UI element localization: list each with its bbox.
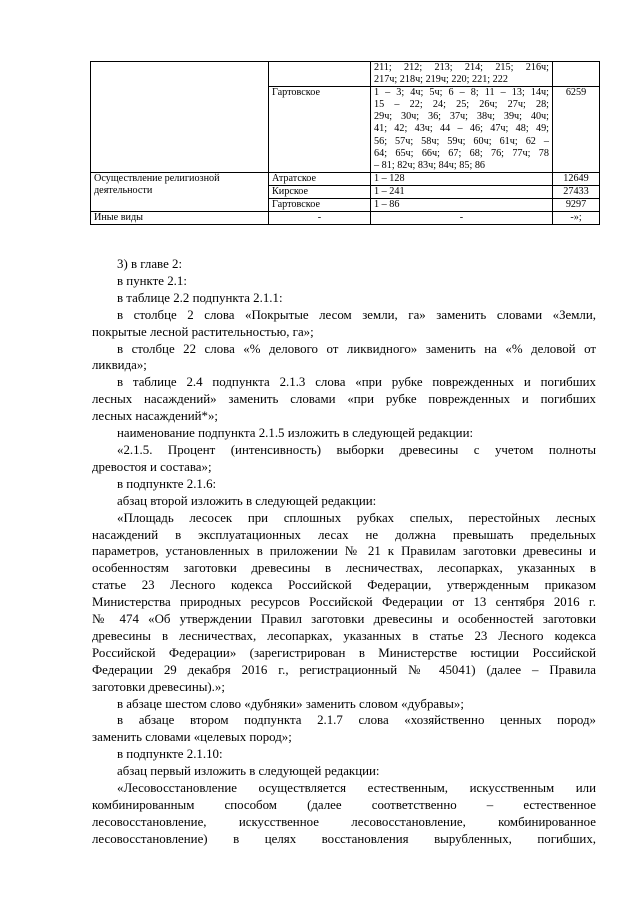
paragraph-line: «2.1.5. Процент (интенсивность) выборки древесины с учетом полноты	[117, 442, 596, 457]
cell-line: 211; 212; 213; 214; 215; 216ч;	[374, 62, 549, 73]
paragraph-line: в пункте 2.1:	[117, 273, 187, 288]
table-cell-forestry: Гартовское	[269, 199, 371, 212]
cell-line: 217ч; 218ч; 219ч; 220; 221; 222	[374, 74, 508, 86]
table-cell-use-type	[91, 172, 269, 211]
cell-line: 15 – 22; 24; 25; 26ч; 27ч; 28;	[374, 99, 549, 111]
paragraph-line: № 474 «Об утверждении Правил заготовки древесины и особенностей заготовки	[92, 612, 596, 627]
paragraph-line: древостоя и состава»;	[92, 459, 212, 474]
cell-line: Осуществление религиозной	[94, 172, 220, 184]
table-cell-area: 9297	[553, 199, 600, 212]
table-row	[91, 87, 600, 173]
cell-line: 64; 65ч; 66ч; 67; 68; 76; 77ч; 78	[374, 147, 549, 159]
document-body	[92, 256, 596, 848]
paragraph-line: в столбце 22 слова «% делового от ликвидного» заменить на «% деловой от	[117, 341, 596, 356]
paragraph-line: заменить словами «целевых пород»;	[92, 730, 292, 745]
paragraph-line: параметров, установленных в приложении № 21 к Правилам заготовки древесины и	[92, 544, 596, 559]
table-cell-area: 12649	[553, 172, 600, 185]
paragraph-line: «Площадь лесосек при сплошных рубках спелых, перестойных лесных	[117, 510, 596, 525]
table-row	[91, 62, 600, 87]
paragraph-line: статье 23 Лесного кодекса Российской Федерации, утвержденным приказом	[92, 578, 596, 593]
paragraph-line: абзац второй изложить в следующей редакции:	[117, 493, 377, 508]
paragraph-line: покрытые лесной растительностью, га»;	[92, 324, 314, 339]
paragraph-line: наименование подпункта 2.1.5 изложить в следующей редакции:	[117, 426, 474, 441]
table-row	[91, 172, 600, 185]
paragraph-line: в таблице 2.2 подпункта 2.1.1:	[117, 290, 283, 305]
table-cell-quarters: 1 – 128	[371, 172, 553, 185]
table-cell-area: 6259	[553, 87, 600, 173]
table-cell-forestry: -	[269, 212, 371, 225]
paragraph-line: абзац первый изложить в следующей редакции:	[117, 764, 380, 779]
paragraph-line: ликвида»;	[92, 358, 147, 373]
paragraph-line: заготовки древесины).»;	[92, 679, 225, 694]
paragraph-line: древесины в лесничествах, лесопарках, указанных в статье 23 Лесного кодекса	[92, 628, 596, 643]
forest-use-table	[90, 61, 600, 225]
paragraph-line: в подпункте 2.1.6:	[117, 476, 217, 491]
paragraph-line: «Лесовосстановление осуществляется естественным, искусственным или	[117, 781, 596, 796]
paragraph-line: в подпункте 2.1.10:	[117, 747, 223, 762]
table-cell-use-type: Иные виды	[91, 212, 269, 225]
table-cell-area: -»;	[553, 212, 600, 225]
cell-line: 29ч; 30ч; 36; 37ч; 38ч; 39ч; 40ч;	[374, 111, 549, 123]
table-cell-area: 27433	[553, 185, 600, 198]
paragraph-line: насаждений в эксплуатационных лесах не должна превышать предельных	[92, 527, 596, 542]
paragraph-line: Министерства природных ресурсов Российской Федерации от 13 сентября 2016 г.	[92, 595, 596, 610]
paragraph-line: Федерации 29 декабря 2016 г., регистрационный № 45041) (далее – Правила	[92, 662, 596, 677]
table-cell-quarters	[371, 62, 553, 87]
paragraph-line: в абзаце втором подпункта 2.1.7 слова «хозяйственно ценных пород»	[117, 713, 596, 728]
table-cell	[91, 87, 269, 173]
table-cell-quarters: -	[371, 212, 553, 225]
paragraph-line: лесных насаждений» заменить словами «при рубке поврежденных и погибших	[92, 392, 596, 407]
table-row	[91, 212, 600, 225]
paragraph-line: в таблице 2.4 подпункта 2.1.3 слова «при рубке поврежденных и погибших	[117, 375, 596, 390]
cell-line: – 81; 82ч; 83ч; 84ч; 85; 86	[374, 159, 486, 171]
cell-line: 56; 57ч; 58ч; 59ч; 60ч; 61ч; 62 –	[374, 135, 549, 147]
paragraph-line: лесных насаждений*»;	[92, 409, 218, 424]
table-cell-forestry: Кирское	[269, 185, 371, 198]
paragraph-line: комбинированным способом (далее соответственно – естественное	[92, 798, 596, 812]
table-cell-quarters: 1 – 241	[371, 185, 553, 198]
table-cell-quarters	[371, 87, 553, 173]
cell-line: 41; 42; 43ч; 44 – 46; 47ч; 48; 49;	[374, 123, 549, 135]
paragraph-line: Российской Федерации» (зарегистрирован в Министерстве юстиции Российской	[92, 645, 596, 660]
table-cell-quarters: 1 – 86	[371, 199, 553, 212]
table-cell-forestry: Гартовское	[269, 87, 371, 173]
table-cell	[553, 62, 600, 87]
cell-line: 1 – 3; 4ч; 5ч; 6 – 8; 11 – 13; 14ч;	[374, 87, 549, 99]
paragraph-line: особенностям заготовки древесины в лесничествах, лесопарках, указанных в	[92, 561, 596, 576]
table-cell	[91, 62, 269, 87]
paragraph-line: лесовосстановление, искусственное лесовосстановление, комбинированное	[92, 814, 596, 829]
paragraph-line: 3) в главе 2:	[117, 257, 183, 271]
cell-line: деятельности	[94, 184, 153, 196]
table-cell	[269, 62, 371, 87]
paragraph-line: в абзаце шестом слово «дубняки» заменить словом «дубравы»;	[117, 696, 464, 711]
table-cell-forestry: Атратское	[269, 172, 371, 185]
paragraph-line: лесовосстановление) в целях восстановления вырубленных, погибших,	[92, 831, 596, 846]
paragraph-line: в столбце 2 слова «Покрытые лесом земли, га» заменить словами «Земли,	[117, 307, 596, 322]
